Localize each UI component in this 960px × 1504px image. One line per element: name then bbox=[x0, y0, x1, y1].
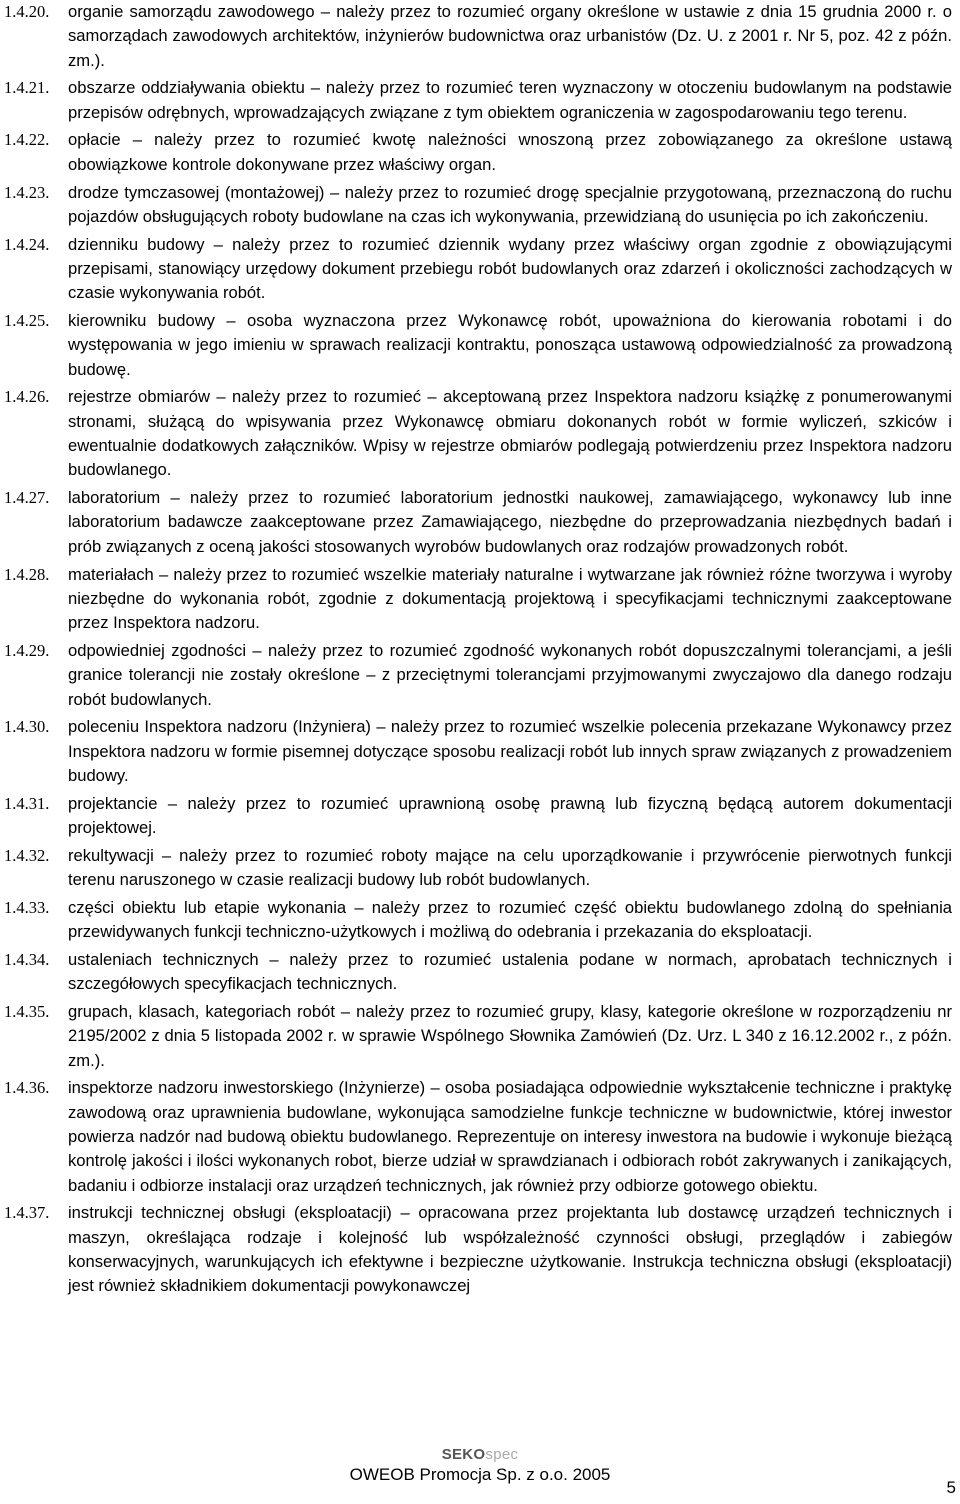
definition-entry bbox=[4, 948, 952, 997]
entry-text: rejestrze obmiarów – należy przez to rozumieć – akceptowaną przez Inspektora nadzoru książkę z ponumerowanymi stronami, służącą do wpisywania przez Wykonawcę obmiaru dokonanych robót w formie wyliczeń, szkiców i ewentualnie dodatkowych załączników. Wpisy w rejestrze obmiarów podlegają potwierdzeniu przez Inspektora nadzoru budowlanego. bbox=[68, 387, 952, 480]
definition-entry bbox=[4, 896, 952, 945]
company-name: OWEOB Promocja Sp. z o.o. 2005 bbox=[349, 1465, 611, 1484]
definition-entry bbox=[4, 563, 952, 636]
entry-number: 1.4.26. bbox=[4, 387, 50, 407]
entry-text: organie samorządu zawodowego – należy przez to rozumieć organy określone w ustawie z dnia 15 grudnia 2000 r. o samorządach zawodowych architektów, inżynierów budownictwa oraz urbanistów (Dz. U. z 2001 r. Nr 5, poz. 42 z późn. zm.). bbox=[68, 2, 952, 70]
definition-entry bbox=[4, 181, 952, 230]
entry-number: 1.4.30. bbox=[4, 717, 50, 737]
entry-number: 1.4.32. bbox=[4, 845, 50, 865]
entry-number: 1.4.25. bbox=[4, 311, 50, 331]
entry-number: 1.4.22. bbox=[4, 130, 50, 150]
entry-number: 1.4.34. bbox=[4, 949, 50, 969]
entry-number: 1.4.23. bbox=[4, 182, 50, 202]
entry-text: instrukcji technicznej obsługi (eksploatacji) – opracowana przez projektanta lub dostawcę urządzeń technicznych i maszyn, określająca rodzaje i kolejność lub współzależność czynności obsługi, przeglądów i zabiegów konserwacyjnych, warunkujących ich efektywne i bezpieczne użytkowanie. Instrukcja techniczna obsługi (eksploatacji) jest również składnikiem dokumentacji powykonawczej bbox=[68, 1203, 952, 1296]
definition-entry bbox=[4, 1076, 952, 1197]
seko-spec-logo bbox=[0, 1446, 960, 1464]
page-number: 5 bbox=[946, 1478, 956, 1497]
definition-entry bbox=[4, 715, 952, 788]
entry-text: projektancie – należy przez to rozumieć uprawnioną osobę prawną lub fizyczną będącą autorem dokumentacji projektowej. bbox=[68, 793, 952, 837]
definition-entry bbox=[4, 128, 952, 177]
entry-number: 1.4.20. bbox=[4, 2, 50, 21]
entry-number: 1.4.33. bbox=[4, 897, 50, 917]
entry-number: 1.4.28. bbox=[4, 564, 50, 584]
definition-entry bbox=[4, 76, 952, 125]
entry-number: 1.4.35. bbox=[4, 1002, 50, 1022]
entry-text: poleceniu Inspektora nadzoru (Inżyniera) – należy przez to rozumieć wszelkie polecenia przekazane Wykonawcy przez Inspektora nadzoru w formie pisemnej dotyczące sposobu realizacji robót lub innych spraw związanych z prowadzeniem budowy. bbox=[68, 717, 952, 785]
entry-number: 1.4.31. bbox=[4, 793, 50, 813]
entry-text: części obiektu lub etapie wykonania – należy przez to rozumieć część obiektu budowlanego zdolną do spełniania przewidywanych funkcji techniczno-użytkowych i możliwą do odebrania i przekazania do eksploatacji. bbox=[68, 897, 952, 942]
logo-part-seko: SEKO bbox=[441, 1446, 486, 1463]
entry-text: opłacie – należy przez to rozumieć kwotę należności wnoszoną przez zobowiązanego za określone ustawą obowiązkowe kontrole dokonywane przez właściwy organ. bbox=[68, 130, 952, 174]
entry-text: drodze tymczasowej (montażowej) – należy przez to rozumieć drogę specjalnie przygotowaną, przeznaczoną do ruchu pojazdów obsługujących roboty budowlane na czas ich wykonywania, przewidzianą do usunięcia po ich zakończeniu. bbox=[68, 182, 952, 226]
definition-entry bbox=[4, 309, 952, 382]
definition-entry bbox=[4, 0, 952, 73]
entry-text: materiałach – należy przez to rozumieć wszelkie materiały naturalne i wytwarzane jak również różne tworzywa i wyroby niezbędne do wykonania robót, zgodnie z dokumentacją projektową i specyfikacjami technicznymi zaakceptowane przez Inspektora nadzoru. bbox=[68, 564, 952, 633]
definition-entry bbox=[4, 792, 952, 841]
entry-text: dzienniku budowy – należy przez to rozumieć dziennik wydany przez właściwy organ zgodnie z obowiązującymi przepisami, stanowiący urzędowy dokument przebiegu robót budowlanych oraz zdarzeń i okoliczności zachodzących w czasie wykonywania robót. bbox=[68, 234, 952, 303]
definition-entry bbox=[4, 385, 952, 482]
entry-number: 1.4.36. bbox=[4, 1078, 50, 1098]
definition-entry bbox=[4, 844, 952, 893]
entry-number: 1.4.24. bbox=[4, 234, 50, 254]
definition-entry bbox=[4, 639, 952, 712]
entry-text: ustaleniach technicznych – należy przez to rozumieć ustalenia podane w normach, aprobatach technicznych i szczegółowych specyfikacjach technicznych. bbox=[68, 949, 952, 994]
logo-part-spec: spec bbox=[485, 1446, 519, 1463]
entry-number: 1.4.27. bbox=[4, 488, 50, 508]
definition-entry bbox=[4, 1000, 952, 1073]
entry-text: grupach, klasach, kategoriach robót – należy przez to rozumieć grupy, klasy, kategorie określone w rozporządzeniu nr 2195/2002 z dnia 5 listopada 2002 r. w sprawie Wspólnego Słownika Zamówień (Dz. Urz. L 340 z 16.12.2002 r., z późn. zm.). bbox=[68, 1002, 952, 1070]
definition-entry bbox=[4, 233, 952, 306]
entry-number: 1.4.29. bbox=[4, 640, 50, 660]
entry-text: rekultywacji – należy przez to rozumieć roboty mające na celu uporządkowanie i przywrócenie pierwotnych funkcji terenu naruszonego w czasie realizacji budowy lub robót budowlanych. bbox=[68, 845, 952, 890]
entry-number: 1.4.37. bbox=[4, 1203, 50, 1223]
entry-text: obszarze oddziaływania obiektu – należy przez to rozumieć teren wyznaczony w otoczeniu budowlanym na podstawie przepisów odrębnych, wprowadzających związane z tym obiektem ograniczenia w zagospodarowaniu tego terenu. bbox=[68, 78, 952, 122]
entry-number: 1.4.21. bbox=[4, 78, 50, 98]
entry-text: kierowniku budowy – osoba wyznaczona przez Wykonawcę robót, upoważniona do kierowania robotami i do występowania w jego imieniu w sprawach realizacji kontraktu, ponosząca ustawową odpowiedzialność za prowadzoną budowę. bbox=[68, 311, 952, 379]
entry-text: laboratorium – należy przez to rozumieć laboratorium jednostki naukowej, zamawiającego, wykonawcy lub inne laboratorium badawcze zaakceptowane przez Zamawiającego, niezbędne do przeprowadzania niezbędnych badań i prób związanych z oceną jakości stosowanych wyrobów budowlanych oraz rodzajów prowadzonych robót. bbox=[68, 488, 952, 556]
definition-entry bbox=[4, 486, 952, 559]
definition-entry bbox=[4, 1201, 952, 1298]
entry-text: inspektorze nadzoru inwestorskiego (Inżynierze) – osoba posiadająca odpowiednie wykształcenie techniczne i praktykę zawodową oraz uprawnienia budowlane, wykonująca samodzielne funkcje techniczne w budownictwie, której inwestor powierza nadzór nad budową obiektu budowlanego. Reprezentuje on interesy inwestora na budowie i wykonuje bieżącą kontrolę jakości i ilości wykonanych robot, bierze udział w sprawdzianach i odbiorach robót zakrywanych i zanikających, badaniu i odbiorze instalacji oraz urządzeń technicznych, jak również przy odbiorze gotowego obiektu. bbox=[68, 1078, 952, 1195]
page-footer bbox=[0, 1446, 960, 1486]
entry-text: odpowiedniej zgodności – należy przez to rozumieć zgodność wykonanych robót dopuszczalnymi tolerancjami, a jeśli granice tolerancji nie zostały określone – z przeciętnymi tolerancjami przyjmowanymi zwyczajowo dla danego rodzaju robót budowlanych. bbox=[68, 640, 952, 709]
definitions-list bbox=[4, 0, 952, 1302]
